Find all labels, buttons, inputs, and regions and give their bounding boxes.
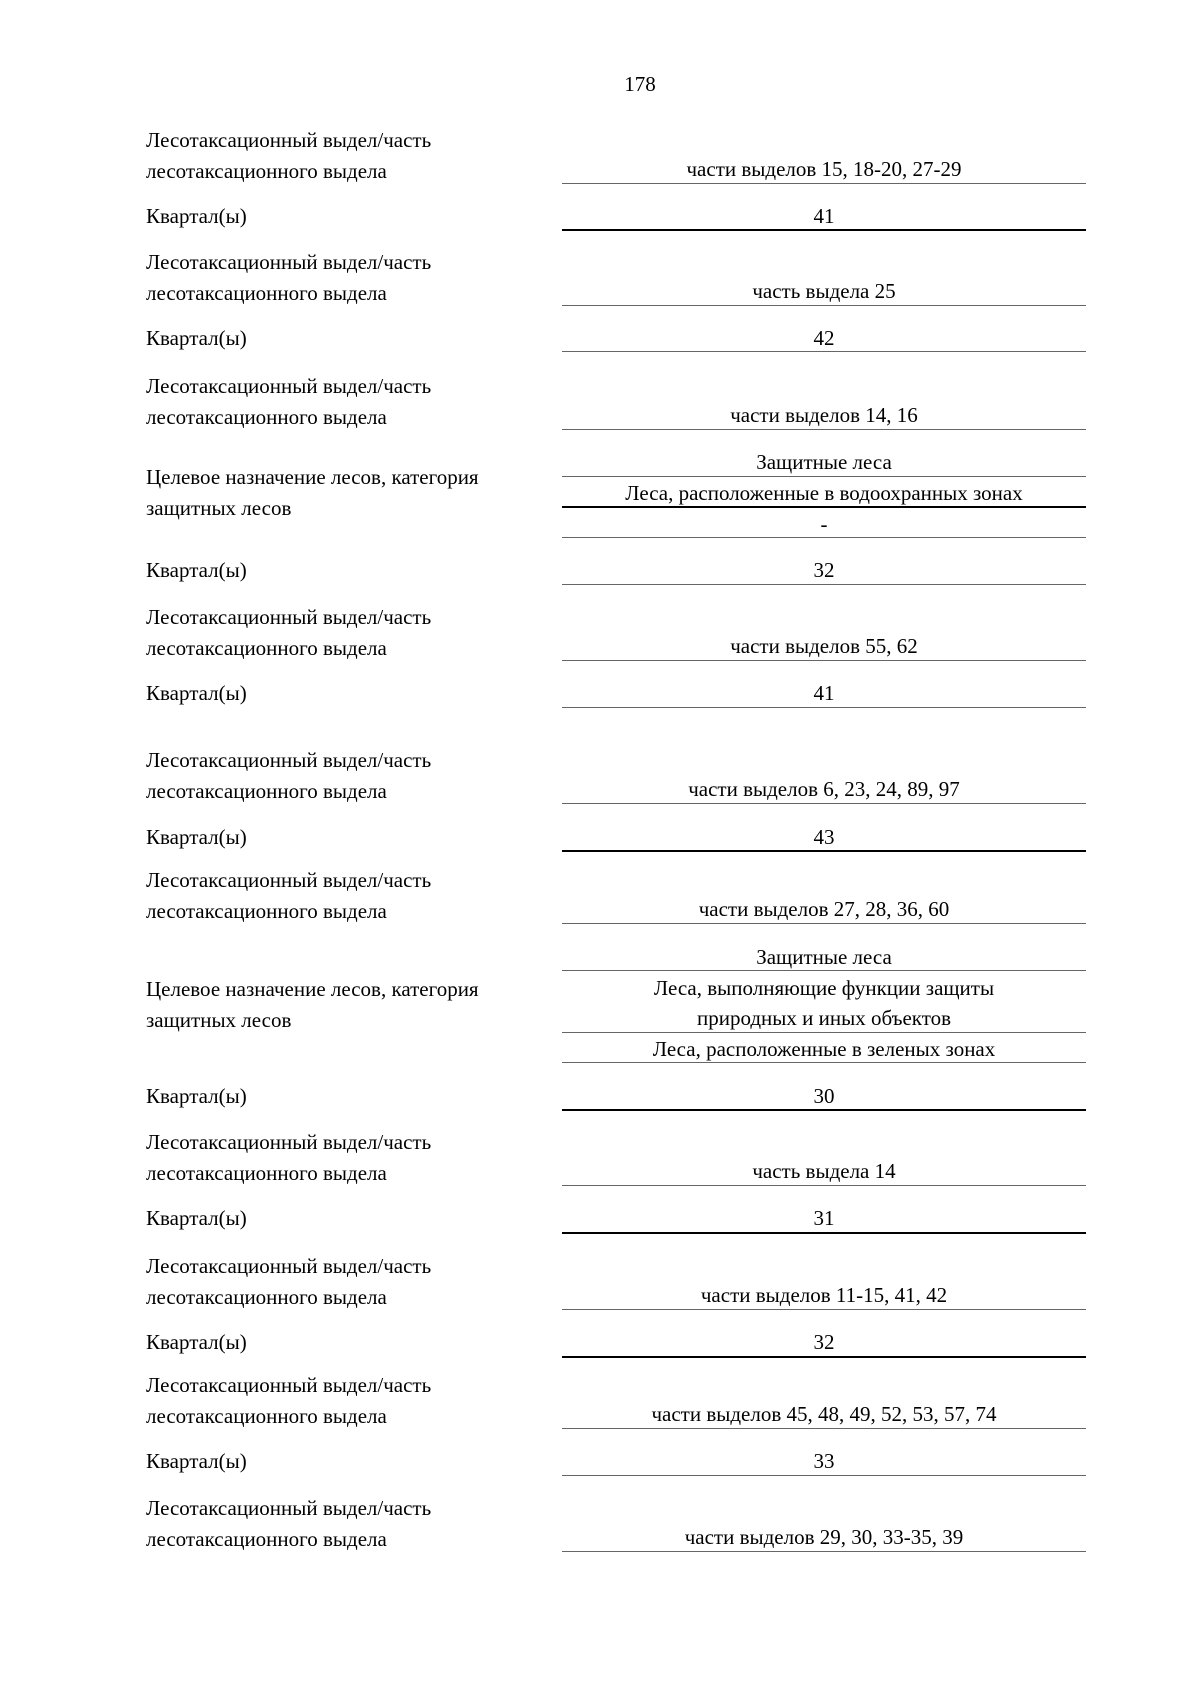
- underline: [562, 1475, 1086, 1476]
- vydel-label-line2: лесотаксационного выдела: [146, 405, 387, 429]
- purpose-value: Защитные леса: [756, 945, 892, 969]
- purpose-subcategory-value: Леса, расположенные в зеленых зонах: [652, 1037, 996, 1061]
- underline: [562, 183, 1086, 184]
- kvartal-label: Квартал(ы): [146, 204, 247, 228]
- underline: [562, 429, 1086, 430]
- vydel-value: части выделов 29, 30, 33-35, 39: [684, 1525, 964, 1549]
- underline: [562, 970, 1086, 971]
- purpose-subcategory-value: -: [820, 512, 828, 536]
- vydel-label-line1: Лесотаксационный выдел/часть: [146, 128, 432, 152]
- kvartal-value: 33: [813, 1449, 835, 1473]
- kvartal-label: Квартал(ы): [146, 1206, 247, 1230]
- vydel-label-line1: Лесотаксационный выдел/часть: [146, 250, 432, 274]
- kvartal-label: Квартал(ы): [146, 1330, 247, 1354]
- underline: [562, 351, 1086, 352]
- underline: [562, 1062, 1086, 1063]
- vydel-value: части выделов 11-15, 41, 42: [700, 1283, 948, 1307]
- underline: [562, 1551, 1086, 1552]
- kvartal-label: Квартал(ы): [146, 558, 247, 582]
- vydel-label-line2: лесотаксационного выдела: [146, 1527, 387, 1551]
- vydel-label-line1: Лесотаксационный выдел/часть: [146, 1496, 432, 1520]
- vydel-value: часть выдела 25: [752, 279, 896, 303]
- kvartal-label: Квартал(ы): [146, 1449, 247, 1473]
- underline: [562, 1428, 1086, 1429]
- kvartal-value: 42: [813, 326, 835, 350]
- underline: [562, 476, 1086, 477]
- section-divider: [562, 229, 1086, 231]
- underline: [562, 305, 1086, 306]
- vydel-label-line1: Лесотаксационный выдел/часть: [146, 374, 432, 398]
- page-number: 178: [624, 72, 656, 96]
- vydel-label-line1: Лесотаксационный выдел/часть: [146, 605, 432, 629]
- vydel-value: части выделов 6, 23, 24, 89, 97: [688, 777, 960, 801]
- purpose-label-line2: защитных лесов: [146, 1008, 292, 1032]
- kvartal-value: 41: [813, 681, 835, 705]
- underline: [562, 1309, 1086, 1310]
- purpose-label-line1: Целевое назначение лесов, категория: [146, 465, 479, 489]
- kvartal-value: 30: [813, 1084, 835, 1108]
- underline: [562, 660, 1086, 661]
- vydel-value: части выделов 55, 62: [730, 634, 918, 658]
- underline: [562, 923, 1086, 924]
- underline: [562, 584, 1086, 585]
- vydel-label-line1: Лесотаксационный выдел/часть: [146, 868, 432, 892]
- vydel-value: части выделов 45, 48, 49, 52, 53, 57, 74: [651, 1402, 997, 1426]
- section-divider: [562, 850, 1086, 852]
- vydel-label-line2: лесотаксационного выдела: [146, 1404, 387, 1428]
- vydel-label-line1: Лесотаксационный выдел/часть: [146, 1373, 432, 1397]
- purpose-category-value-line2: природных и иных объектов: [696, 1006, 952, 1030]
- kvartal-value: 41: [813, 204, 835, 228]
- section-divider: [562, 1109, 1086, 1111]
- vydel-label-line2: лесотаксационного выдела: [146, 1285, 387, 1309]
- underline: [562, 506, 1086, 508]
- purpose-label-line2: защитных лесов: [146, 496, 292, 520]
- vydel-label-line1: Лесотаксационный выдел/часть: [146, 748, 432, 772]
- kvartal-label: Квартал(ы): [146, 681, 247, 705]
- vydel-value: части выделов 14, 16: [730, 403, 918, 427]
- vydel-label-line2: лесотаксационного выдела: [146, 1161, 387, 1185]
- vydel-label-line2: лесотаксационного выдела: [146, 159, 387, 183]
- underline: [562, 707, 1086, 708]
- section-divider: [562, 1356, 1086, 1358]
- vydel-label-line2: лесотаксационного выдела: [146, 899, 387, 923]
- kvartal-value: 32: [813, 1330, 835, 1354]
- purpose-category-value-line1: Леса, выполняющие функции защиты: [653, 976, 995, 1000]
- vydel-label-line2: лесотаксационного выдела: [146, 779, 387, 803]
- section-divider: [562, 1232, 1086, 1234]
- purpose-label-line1: Целевое назначение лесов, категория: [146, 977, 479, 1001]
- vydel-value: части выделов 27, 28, 36, 60: [698, 897, 950, 921]
- vydel-label-line2: лесотаксационного выдела: [146, 281, 387, 305]
- underline: [562, 1032, 1086, 1033]
- underline: [562, 803, 1086, 804]
- kvartal-value: 43: [813, 825, 835, 849]
- purpose-value: Защитные леса: [756, 450, 892, 474]
- kvartal-label: Квартал(ы): [146, 326, 247, 350]
- vydel-value: часть выдела 14: [752, 1159, 896, 1183]
- vydel-value: части выделов 15, 18-20, 27-29: [686, 157, 962, 181]
- purpose-category-value: Леса, расположенные в водоохранных зонах: [625, 481, 1023, 505]
- vydel-label-line1: Лесотаксационный выдел/часть: [146, 1130, 432, 1154]
- kvartal-value: 32: [813, 558, 835, 582]
- kvartal-value: 31: [813, 1206, 835, 1230]
- vydel-label-line2: лесотаксационного выдела: [146, 636, 387, 660]
- underline: [562, 537, 1086, 538]
- vydel-label-line1: Лесотаксационный выдел/часть: [146, 1254, 432, 1278]
- kvartal-label: Квартал(ы): [146, 825, 247, 849]
- kvartal-label: Квартал(ы): [146, 1084, 247, 1108]
- underline: [562, 1185, 1086, 1186]
